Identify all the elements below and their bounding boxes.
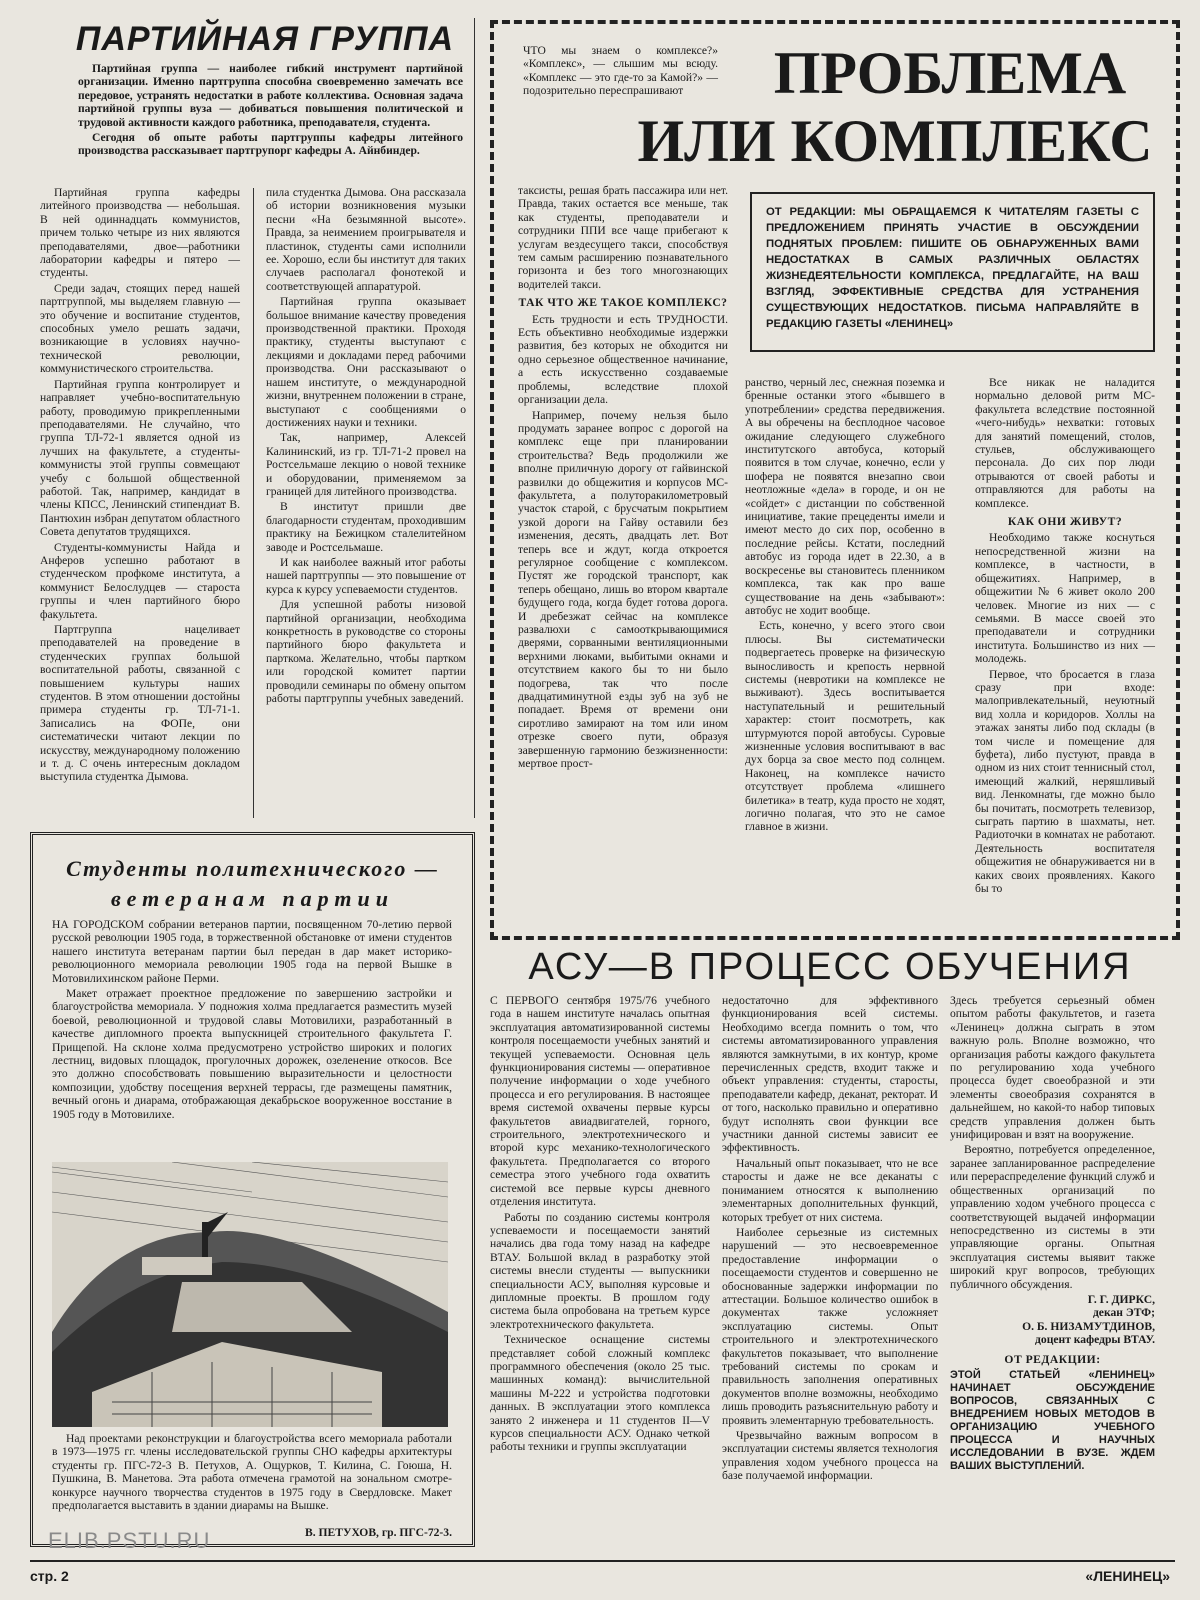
footer-rule <box>30 1560 1175 1562</box>
asu-signature-role: декан ЭТФ; <box>1092 1306 1155 1320</box>
party-lead <box>78 62 463 160</box>
party-para: пила студентка Дымова. Она рассказала об истории возникновения музыки песни «На безымянной высоте». Правда, за неимением проигрывателя и пластинок, студенты сами исполнили ее. Хорошо, если бы институт для таких случаев располагал фонотекой и соответствующей аппаратурой. <box>266 186 466 293</box>
problem-intro: ЧТО мы знаем о комплексе?» «Комплекс», — слышим мы всюду. «Комплекс — это где-то за Камой?» — подозрительно переспрашивают <box>523 44 718 98</box>
problem-title-line2: ИЛИ КОМПЛЕКС <box>637 108 1153 174</box>
asu-editorial-text: ЭТОЙ СТАТЬЕЙ «ЛЕНИНЕЦ» НАЧИНАЕТ ОБСУЖДЕНИЕ ВОПРОСОВ, СВЯЗАННЫХ С ВНЕДРЕНИЕМ НОВЫХ МЕТОДОВ В ОРГАНИЗАЦИЮ УЧЕБНОГО ПРОЦЕССА И НАУЧНЫХ ИССЛЕДОВАНИИ В ВУЗЕ. ЖДЕМ ВАШИХ ВЫСТУПЛЕНИЙ. <box>950 1368 1155 1472</box>
problem-para: Есть трудности и есть ТРУДНОСТИ. Есть объективно необходимые издержки развития, без которых не обходится ни одно серьезное общественное начинание, а есть искусственно создаваемые проблемы, вследствие плохой организации дела. <box>518 312 728 407</box>
asu-para: Здесь требуется серьезный обмен опытом работы факультетов, и газета «Ленинец» должна сыграть в этом важную роль. Вполне возможно, что организация работы каждого факультета по регулированию хода учебного процесса будет своеобразной и эти элементы своеобразия сохранятся в дальнейшем, но какой-то набор типовых средств управления должен быть унифицирован и взят на вооружение. <box>950 994 1155 1142</box>
asu-para: Работы по созданию системы контроля успеваемости и посещаемости занятий начались два года тому назад на кафедре ВТАУ. Большой вклад в разработку этой системы внесли студенты — выпускники специальности АСУ, выполняя курсовые и дипломные проекты. В прошлом году система была опробована на третьем курсе электротехнического факультета. <box>490 1210 710 1331</box>
party-lead-para: Сегодня об опыте работы партгруппы кафедры литейного производства рассказывает партгрупорг кафедры А. Айнбиндер. <box>78 131 463 158</box>
memorial-illustration <box>52 1162 448 1427</box>
problem-para: Например, почему нельзя было продумать заранее вопрос с дорогой на комплекс еще при планировании строительства? Ведь продолжили же вполне приличную дорогу от гайвинской развилки до общежития и корпусов МС-факультета, а полуторакилометровый участок старой, с брусчатым покрытием узкой дороги на Гайву оставили без изменения, десять, двадцать лет. Вот теперь все и ждут, когда откроется регулярное сообщение с комплексом. Пустят же городской транспорт, как теперь обещано, лишь во втором квартале будущего года, когда будет готова дорога. И дребезжат сейчас на комплексе развалюхи с самооткрывающимися дверями, сорванными вентиляционными верхними люками, выбитыми окнами и отсутствием какого бы то ни было подогрева, так что после двадцатиминутной езды зуб на зуб не попадает. Время от времени они сиротливо замирают на том или ином отрезке своего пути, образуя завершенную гармонию безжизненности: мертвое прост- <box>518 408 728 771</box>
problem-para: ранство, черный лес, снежная поземка и бренные останки этого «бывшего в употреблении» средства передвижения. А вы обречены на бесплодное часовое ожидание следующего служебного институтского автобуса, который появится в том случае, конечно, если у шофера не появятся внезапно свои неотложные «дела» в городе, и он не «сойдет» с дистанции по собственной инициативе, такие прецеденты имели и имеют место до сих пор, особенно в последние рейсы. Кстати, последний автобус из города идет в 22.30, а в воскресенье вы становитесь пленником комплекса, так как про ваше существование на день «забывают»: автобус не ходит вообще. <box>745 376 945 617</box>
party-para: Среди задач, стоящих перед нашей партгруппой, мы выделяем главную — это обучение и воспитание студентов, способных умело решать задачи, возникающие в условиях научно-технической революции, коммунистического строительства. <box>40 281 240 376</box>
asu-para: Наиболее серьезные из системных нарушений — это несвоевременное предоставление информации о посещаемости студентов и совершенно не обоснованные задержки информации по аттестации. Большое количество ошибок в документах также усложняет эксплуатацию системы. Опыт строительного и электротехнического факультетов показывает, что выполнение требований системы по срокам и правильность заполнения оперативных документов вполне возможны, необходимо лишь проводить разъяснительную работу и проявить элементарную требовательность. <box>722 1225 938 1427</box>
party-para: И как наиболее важный итог работы нашей партгруппы — это повышение от курса к курсу успеваемости студентов. <box>266 555 466 596</box>
party-para: Для успешной работы низовой партийной организации, необходима конкретность в руководстве со стороны партийного бюро факультета и парткома. Желательно, чтобы партком или городской комитет партии проводили семинары по обмену опытом работы партгруппы учебных заведений. <box>266 598 466 706</box>
asu-editorial-head: ОТ РЕДАКЦИИ: <box>1004 1352 1101 1366</box>
veterans-signature: В. ПЕТУХОВ, гр. ПГС-72-3. <box>305 1526 452 1539</box>
problem-column-c <box>745 376 945 836</box>
problem-para: Необходимо также коснуться непосредственной жизни на комплексе, в частности, в общежитиях. Например, в общежитии № 6 живет около 200 человек. Многие из них — с семьями. В массе своей это преподаватели и сотрудники института. Большинство из них — молодежь. <box>975 531 1155 666</box>
editorial-box <box>750 192 1155 352</box>
party-lead-para: Партийная группа — наиболее гибкий инструмент партийной организации. Именно партгруппа способна своевременно замечать все передовое, устранять недостатки в работе коллектива. Основная задача партийной группы вуза — добиваться повышения политической и трудовой активности каждого работника, преподавателя, студента. <box>78 62 463 129</box>
asu-signature: Г. Г. ДИРКС, <box>1087 1292 1155 1306</box>
asu-title: АСУ—В ПРОЦЕСС ОБУЧЕНИЯ <box>528 946 1132 988</box>
party-para: Партгруппа нацеливает преподавателей на проведение в студенческих группах большой воспитательной работы, связанной с повышением культуры наших студентов. В этом отношении достойны примера студенты гр. ТЛ-71-1. Записались на ФОПе, они систематически читают лекции по искусству, международному положению и т. д. С очень интересным докладом выступила студентка Дымова. <box>40 623 240 784</box>
asu-signature-role: доцент кафедры ВТАУ. <box>1035 1333 1155 1347</box>
veterans-title-line1: Студенты политехнического — <box>66 856 439 881</box>
asu-signature: О. Б. НИЗАМУТДИНОВ, <box>1022 1319 1155 1333</box>
asu-para: Чрезвычайно важным вопросом в эксплуатации системы является технология управления ходом учебного процесса на базе получаемой информации. <box>722 1429 938 1483</box>
veterans-caption <box>52 1432 452 1514</box>
problem-column-a <box>518 184 728 772</box>
party-para: Партийная группа контролирует и направляет учебно-воспитательную работу, проводимую прикрепленными преподавателями. Не случайно, что группа ТЛ-72-1 является одной из лучших на факультете, а студенты-коммунисты этой группы совмещают учебу с большой общественной работой. Так, например, кандидат в члены КПСС, Ленинский стипендиат В. Пантюхин избран депутатом областного Совета депутатов трудящихся. <box>40 377 240 539</box>
asu-para: С ПЕРВОГО сентября 1975/76 учебного года в нашем институте началась опытная эксплуатация автоматизированной системы контроля посещаемости учебных занятий и текущей успеваемости. Основная цель функционирования системы — оперативное получение информации о ходе учебного процесса и его регулирования. В настоящее время системой охвачены первые курсы факультетов авиадвигателей, горного, строительного, электротехнического и второй курс механико-технологического факультета. Предполагается со второго семестра этого учебного года охватить системой все первые курсы дневного отделения института. <box>490 994 710 1209</box>
party-para: В институт пришли две благодарности студентам, проходившим практику на Бежицком сталелитейном заводе и Ростсельмаше. <box>266 500 466 554</box>
party-para: Партийная группа оказывает большое внимание качеству проведения производственной практики. Проходя практику, студенты выступают с лекциями и докладами перед рабочими производства. Они рассказывают о нашем институте, о международной жизни, внутреннем положении в стране, выступают с сообщениями о достижениях науки и техники. <box>266 295 466 429</box>
problem-subhead: КАК ОНИ ЖИВУТ? <box>1007 515 1123 529</box>
watermark: ELIB.PSTU.RU <box>48 1528 211 1553</box>
problem-para: Все никак не наладится нормально деловой ритм МС-факультета вследствие постоянной «чего-нибудь» нехватки: готовых для занятий помещений, столов, стульев, обслуживающего персонала. До сих пор люди отрываются от своей работы и отправляются для работы на комплексе. <box>975 376 1155 510</box>
asu-column-1 <box>490 994 710 1456</box>
party-title: ПАРТИЙНАЯ ГРУППА <box>75 20 455 58</box>
party-para: Студенты-коммунисты Найда и Анферов успешно работают в студенческом профкоме института, а коммунист Белослудцев — староста группы и член партийного бюро факультета. <box>40 540 240 621</box>
column-rule <box>253 188 254 818</box>
problem-title-line1: ПРОБЛЕМА <box>773 40 1127 106</box>
party-column-1 <box>40 186 240 786</box>
problem-subhead: ТАК ЧТО ЖЕ ТАКОЕ КОМПЛЕКС? <box>518 296 728 310</box>
problem-para: Есть, конечно, у всего этого свои плюсы. Вы систематически подвергаетесь проверке на физическую выносливость и крепость нервной системы (невротики на комплексе не выживают). Здесь воспитывается наступательный и решительный характер: стоит посмотреть, как штурмуются порой автобусы. Суровые жизненные условия воспитывают в вас дух борца за свое место под солнцем. Наконец, на комплексе начисто отсутствует проблема «лишнего билетика» в театр, куда просто не ходят, логично полагая, что это не самое главное в жизни. <box>745 619 945 834</box>
party-para: Так, например, Алексей Калининский, из гр. ТЛ-71-2 провел на Ростсельмаше лекцию о новой технике и оборудовании, применяемом за границей для литейного производства. <box>266 431 466 498</box>
column-rule <box>474 18 475 818</box>
veterans-title-line2: ветеранам партии <box>111 886 394 911</box>
page-number: стр. 2 <box>30 1568 69 1584</box>
newspaper-name: «ЛЕНИНЕЦ» <box>1085 1568 1170 1584</box>
veterans-body <box>52 918 452 1123</box>
memorial-drawing <box>52 1162 448 1427</box>
asu-column-3 <box>950 994 1155 1473</box>
problem-para: таксисты, решая брать пассажира или нет. Правда, таких остается все меньше, так как студенты, преподаватели и сотрудники ППИ все чаще прибегают к услугам вездесущего такси, способствуя тем самым расширению познавательного горизонта и без того многознающих водителей такси. <box>518 184 728 291</box>
veterans-para: НА ГОРОДСКОМ собрании ветеранов партии, посвященном 70-летию первой русской революции 1905 года, в торжественной обстановке от имени студентов нашего института ветеранам партии был передан в дар макет историко-революционного мемориала революции 1905 года на первой Вышке в Мотовилихинском районе Перми. <box>52 918 452 985</box>
editorial-text: ОТ РЕДАКЦИИ: МЫ ОБРАЩАЕМСЯ К ЧИТАТЕЛЯМ ГАЗЕТЫ С ПРЕДЛОЖЕНИЕМ ПРИНЯТЬ УЧАСТИЕ В ОБСУЖДЕНИИ ПОДНЯТЫХ ПРОБЛЕМ: ПИШИТЕ ОБ ОБНАРУЖЕННЫХ ВАМИ НЕДОСТАТКАХ В САМЫХ РАЗЛИЧНЫХ ОБЛАСТЯХ ЖИЗНЕДЕЯТЕЛЬНОСТИ КОМПЛЕКСА, ПРЕДЛАГАЙТЕ, НА ВАШ ВЗГЛЯД, ЭФФЕКТИВНЫЕ СРЕДСТВА ДЛЯ УСТРАНЕНИЯ СУЩЕСТВУЮЩИХ НЕДОСТАТКОВ. ПИСЬМА НАПРАВЛЯЙТЕ В РЕДАКЦИЮ ГАЗЕТЫ «ЛЕНИНЕЦ» <box>766 206 1139 330</box>
problem-column-d <box>975 376 1155 897</box>
asu-para: недостаточно для эффективного функционирования всей системы. Необходимо всегда помнить о том, что системы автоматизированного управления являются замкнутыми, в их контур, кроме перечисленных средств, входит также и объект управления: студенты, старосты, преподаватели кафедр, деканат, ректорат. И от того, насколько правильно и оперативно будут исполнять свои функции все участники данной системы зависит ее эффективность. <box>722 994 938 1155</box>
party-column-2 <box>266 186 466 707</box>
asu-para: Вероятно, потребуется определенное, заранее запланированное распределение или перераспределение функций служб и общественных организаций по управлению ходом учебного процесса с соответствующей выдачей информации непосредственно из системы в эти управляющие органы. Опытная эксплуатация системы выявит также широкий круг вопросов, требующих публичного обсуждения. <box>950 1143 1155 1291</box>
asu-para: Техническое оснащение системы представляет собой сложный комплекс программного обеспечения (около 25 тыс. машинных команд): вычислительной машины М-222 и устройства подготовки данных. В эксплуатации этого комплекса занято 2 инженера и 11 студентов II—V курсов специальности АСУ. Однако четкой работы техники и группы эксплуатации <box>490 1333 710 1454</box>
asu-para: Начальный опыт показывает, что не все старосты и даже не все деканаты с пониманием относятся к выполнению элементарных дополнительных функций, которых требует от них система. <box>722 1156 938 1224</box>
asu-column-2 <box>722 994 938 1485</box>
party-para: Партийная группа кафедры литейного производства — небольшая. В ней одиннадцать коммунистов, причем только четыре из них являются преподавателями, двое—работники лаборатории кафедры и пятеро — студенты. <box>40 186 240 280</box>
veterans-para: Макет отражает проектное предложение по завершению застройки и благоустройства мемориала. У подножия холма предлагается разместить музей боевой, революционной и трудовой славы Мотовилихи, разработанный в качестве дипломного проекта выпускницей строительного факультета Г. Прищепой. На склоне холма предусмотрено устройство широких и пологих лестниц, видовых площадок, прогулочных дорожек, озеленение откосов. Все это должно способствовать повышению выразительности и целостности композиции, удобству посещения верхней террасы, где размещены памятник, вечный огонь и диарама, отображающая декабрьское вооруженное восстание в 1905 году в Мотовилихе. <box>52 987 452 1121</box>
veterans-caption-text: Над проектами реконструкции и благоустройства всего мемориала работали в 1973—1975 гг. члены исследовательской группы СНО кафедры архитектуры студенты гр. ПГС-72-3 В. Петухов, А. Ощурков, Т. Килина, С. Гоюша, Н. Пушкина, В. Манетова. Эта работа отмечена грамотой на зональном смотре-конкурсе научного творчества студентов в 1975 году в Свердловске. Макет предполагается выставить в здании диарамы на Вышке. <box>52 1432 452 1513</box>
problem-para: Первое, что бросается в глаза сразу при входе: малопривлекательный, неуютный вид холла и коридоров. Холлы на этажах заняты либо под склады (в том числе и помещение для буфета), либо пустуют, правда в одном из них стоит теннисный стол, имеющий жалкий, неряшливый вид. Ленкомнаты, где можно было бы почитать, посмотреть телевизор, сыграть партию в шахматы, нет. Радиоточки в комнатах не работают. Деятельность воспитателя общежития не обнаруживается ни в каких своих проявлениях. Какого бы то <box>975 667 1155 896</box>
